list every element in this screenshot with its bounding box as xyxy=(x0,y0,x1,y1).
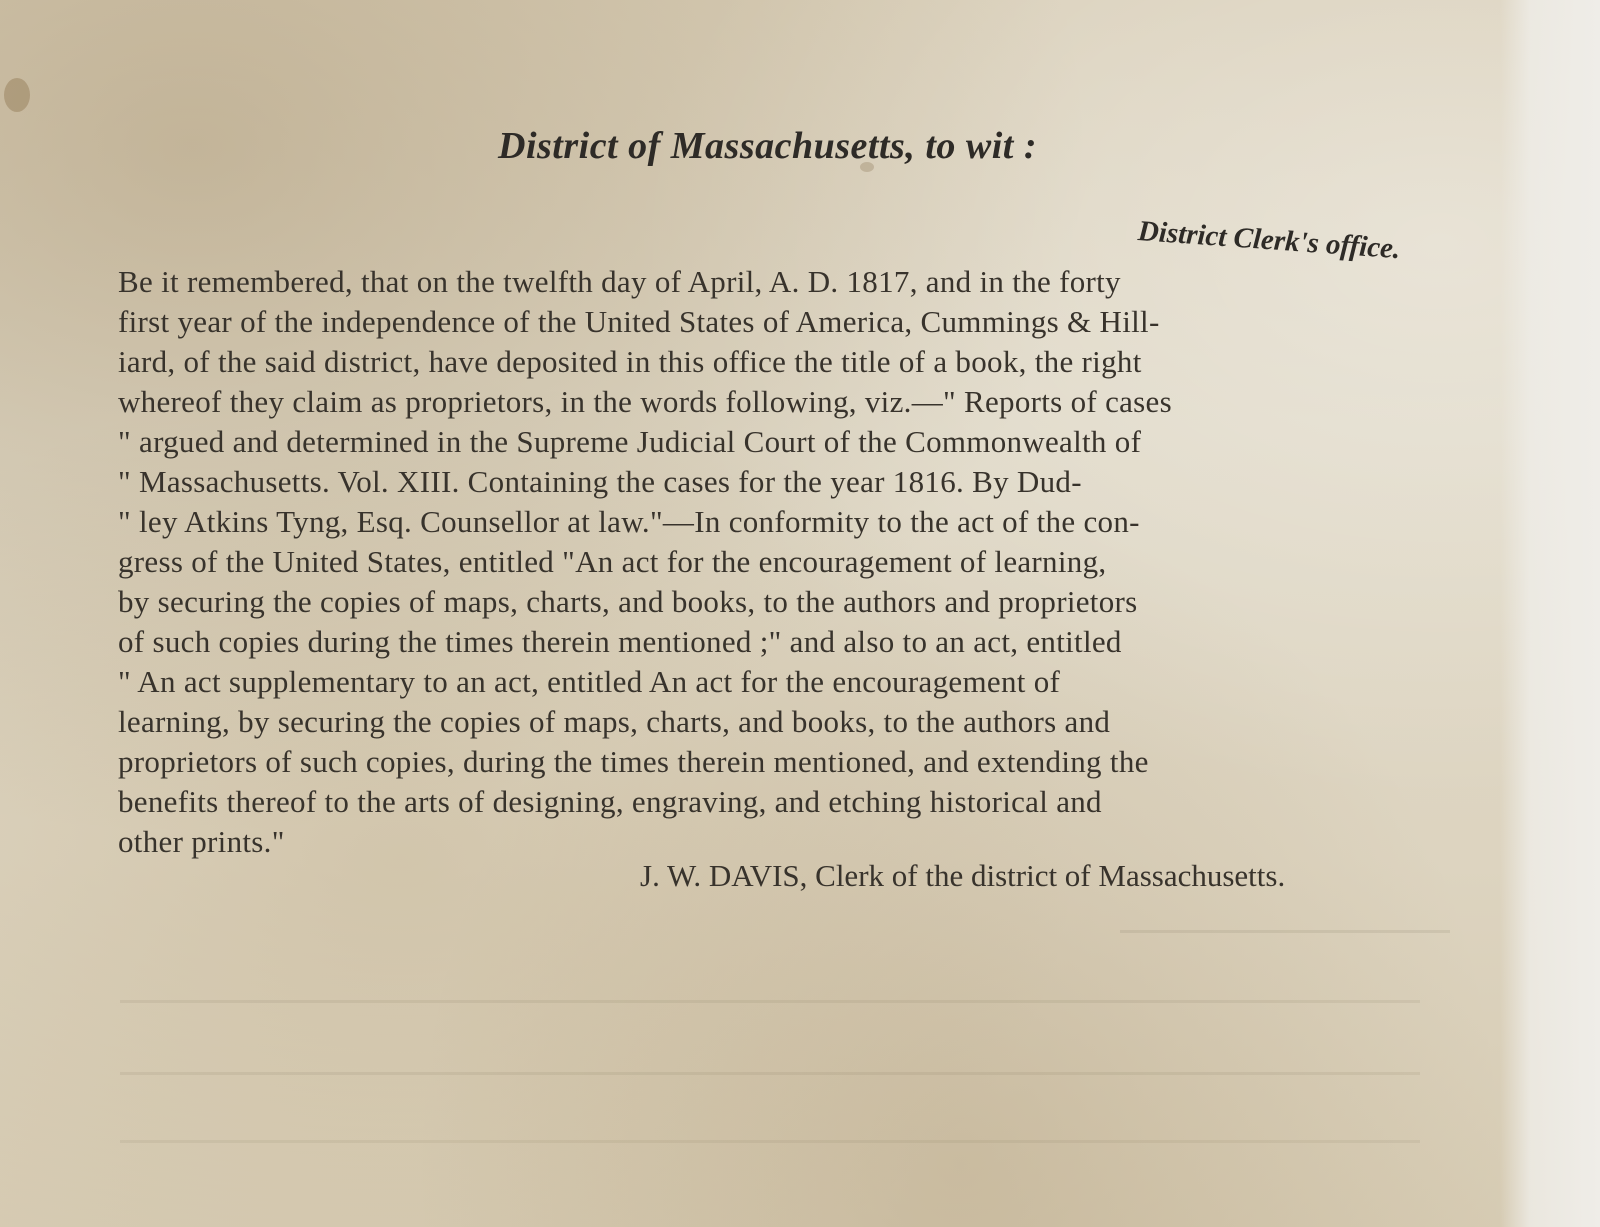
text-line: first year of the independence of the United States of America, Cummings & Hill- xyxy=(118,304,1160,339)
clerk-signature: J. W. DAVIS, Clerk of the district of Massachusetts. xyxy=(640,858,1286,893)
text-line: by securing the copies of maps, charts, and books, to the authors and proprietors xyxy=(118,584,1138,619)
clerk-office-label: District Clerk's office. xyxy=(1136,215,1402,266)
text-line: benefits thereof to the arts of designing, engraving, and etching historical and xyxy=(118,784,1102,819)
bleed-through-text xyxy=(120,1000,1420,1017)
bleed-through-text xyxy=(120,1072,1420,1089)
text-line: " argued and determined in the Supreme Judicial Court of the Commonwealth of xyxy=(118,424,1142,459)
page-edge xyxy=(1500,0,1600,1227)
bleed-through-text xyxy=(1120,930,1450,953)
text-line: other prints." xyxy=(118,824,285,859)
text-line: of such copies during the times therein mentioned ;" and also to an act, entitled xyxy=(118,624,1122,659)
text-line: " An act supplementary to an act, entitled An act for the encouragement of xyxy=(118,664,1061,699)
text-line: proprietors of such copies, during the times therein mentioned, and extending the xyxy=(118,744,1149,779)
text-line: Be it remembered, that on the twelfth day of April, A. D. 1817, and in the forty xyxy=(118,264,1121,299)
text-line: " ley Atkins Tyng, Esq. Counsellor at law."—In conformity to the act of the con- xyxy=(118,504,1140,539)
document-heading: District of Massachusetts, to wit : xyxy=(498,125,1037,167)
text-line: learning, by securing the copies of maps, charts, and books, to the authors and xyxy=(118,704,1111,739)
bleed-through-text xyxy=(120,1140,1420,1157)
text-line: " Massachusetts. Vol. XIII. Containing the cases for the year 1816. By Dud- xyxy=(118,464,1082,499)
foxing-spot xyxy=(4,78,30,112)
text-line: gress of the United States, entitled "An act for the encouragement of learning, xyxy=(118,544,1107,579)
text-line: whereof they claim as proprietors, in the words following, viz.—" Reports of cases xyxy=(118,384,1172,419)
text-line: iard, of the said district, have deposited in this office the title of a book, the right xyxy=(118,344,1142,379)
